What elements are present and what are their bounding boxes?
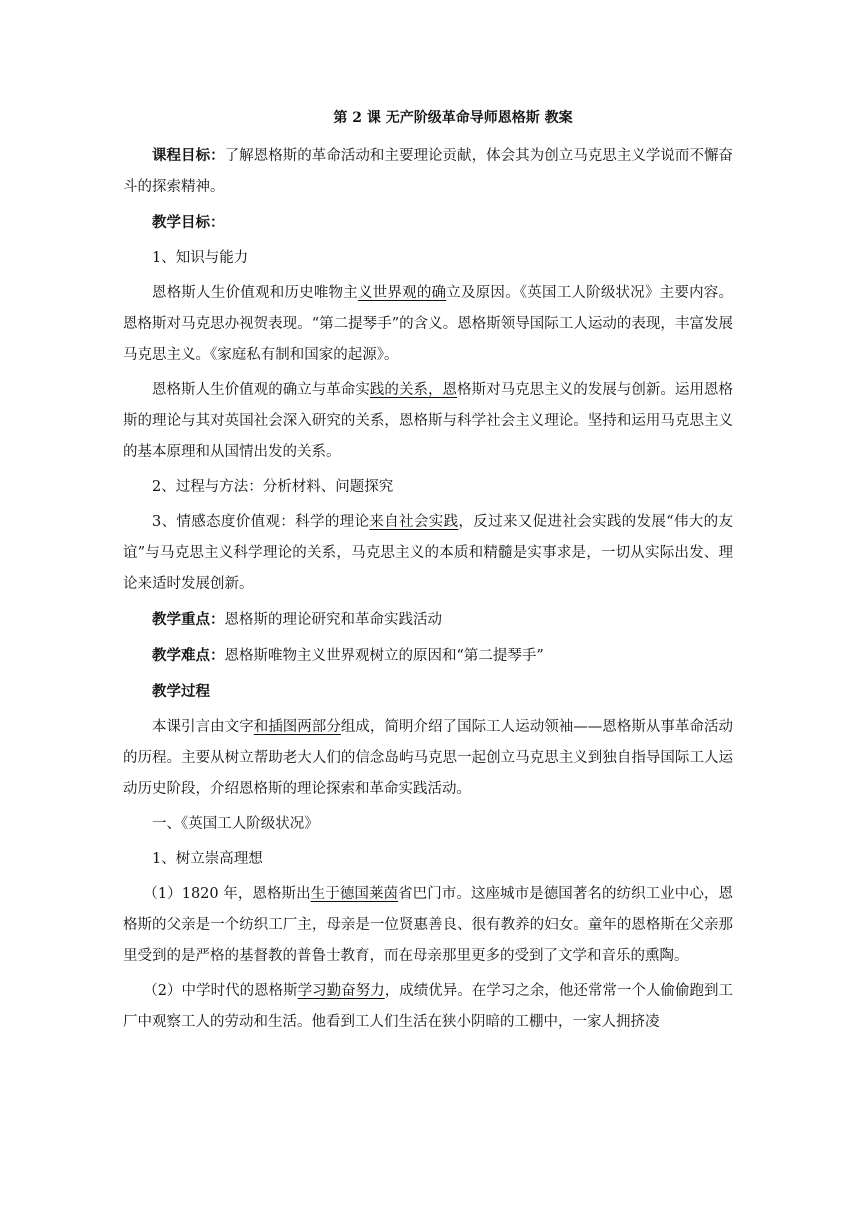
difficulty-label: 教学难点： bbox=[152, 647, 225, 664]
key-point-paragraph bbox=[123, 604, 733, 636]
teaching-goal-heading bbox=[123, 207, 733, 239]
underlined-text: 生于德国莱茵 bbox=[310, 886, 399, 902]
text-run: 立及原因。《英国工人阶级状况》主要内容。恩格斯对马克思办视贺表现。“第二提琴手”的含义。恩格斯领导国际工人运动的表现，丰富发展马克思主义。《家庭私有制和国家的起源》。 bbox=[123, 285, 734, 363]
course-goal-label: 课程目标： bbox=[152, 147, 225, 164]
underlined-text: 学习勤奋努力 bbox=[297, 983, 385, 999]
text-run: ，成绩优异。在学习之余，他还常常一个人偷偷跑到工厂中观察工人的劳动和生活。他看到工人们生活在狭小阴暗的工棚中，一家人拥挤凌 bbox=[123, 983, 734, 1030]
underlined-text: 和插图两部分 bbox=[253, 719, 341, 735]
text-run: 恩格斯人生价值观的确立与革命实 bbox=[152, 382, 370, 398]
document-body bbox=[123, 108, 733, 1042]
teaching-goal-label: 教学目标： bbox=[152, 214, 225, 231]
emotion-values-paragraph bbox=[123, 507, 733, 600]
text-run: 恩格斯人生价值观和历史唯物主 bbox=[152, 285, 358, 301]
text-run: ，反过来又促进社会实践的发展“伟大的友谊”与马克思主义科学理论的关系，马克思主义的本质和精髓是实事求是，一切从实际出发、理论来适时发展创新。 bbox=[123, 514, 733, 592]
teaching-process-heading bbox=[123, 676, 733, 708]
section-1-heading: 一、《英国工人阶级状况》 bbox=[152, 816, 319, 832]
text-run: 本课引言由文字 bbox=[152, 719, 254, 735]
paragraph-1 bbox=[123, 879, 733, 972]
underlined-text: 义世界观的确 bbox=[357, 285, 447, 301]
process-method-heading: 2、过程与方法：分析材料、问题探究 bbox=[152, 479, 394, 495]
paragraph-2 bbox=[123, 976, 733, 1038]
intro-paragraph bbox=[123, 712, 733, 805]
text-run: （2）中学时代的恩格斯 bbox=[143, 983, 298, 999]
teaching-process-label: 教学过程 bbox=[152, 683, 210, 700]
knowledge-ability-paragraph-2 bbox=[123, 375, 733, 468]
difficulty-paragraph bbox=[123, 640, 733, 672]
section-1-1-heading: 1、树立崇高理想 bbox=[152, 851, 263, 867]
document-title: 第 2 课 无产阶级革命导师恩格斯 教案 bbox=[333, 110, 573, 126]
text-run: （1）1820 年，恩格斯出 bbox=[143, 886, 311, 902]
course-goal-paragraph bbox=[123, 140, 733, 203]
knowledge-ability-paragraph-1 bbox=[123, 278, 733, 371]
text-run: 省巴门市。这座城市是德国著名的纺织工业中心，恩格斯的父亲是一个纺织工厂主，母亲是一位贤惠善良、很有教养的妇女。童年的恩格斯在父亲那里受到的是严格的基督教的普鲁士教育，而在母亲那里更多的受到了文学和音乐的熏陶。 bbox=[123, 886, 733, 964]
difficulty-text: 恩格斯唯物主义世界观树立的原因和“第二提琴手” bbox=[224, 648, 544, 664]
key-point-label: 教学重点： bbox=[152, 611, 225, 628]
text-run: 3、情感态度价值观：科学的理论 bbox=[152, 514, 370, 530]
underlined-text: 践的关系，恩 bbox=[369, 382, 458, 398]
key-point-text: 恩格斯的理论研究和革命实践活动 bbox=[224, 612, 442, 628]
knowledge-ability-heading: 1、知识与能力 bbox=[152, 250, 249, 266]
course-goal-text: 了解恩格斯的革命活动和主要理论贡献，体会其为创立马克思主义学说而不懈奋斗的探索精神。 bbox=[123, 148, 734, 195]
underlined-text: 来自社会实践 bbox=[369, 514, 459, 530]
text-run: 组成，简明介绍了国际工人运动领袖——恩格斯从事革命活动的历程。主要从树立帮助老大人们的信念岛屿马克思一起创立马克思主义到独自指导国际工人运动历史阶段，介绍恩格斯的理论探索和革命实践活动。 bbox=[123, 719, 734, 797]
text-run: 格斯对马克思主义的发展与创新。运用恩格斯的理论与其对英国社会深入研究的关系，恩格斯与科学社会主义理论。坚持和运用马克思主义的基本原理和从国情出发的关系。 bbox=[123, 382, 734, 460]
